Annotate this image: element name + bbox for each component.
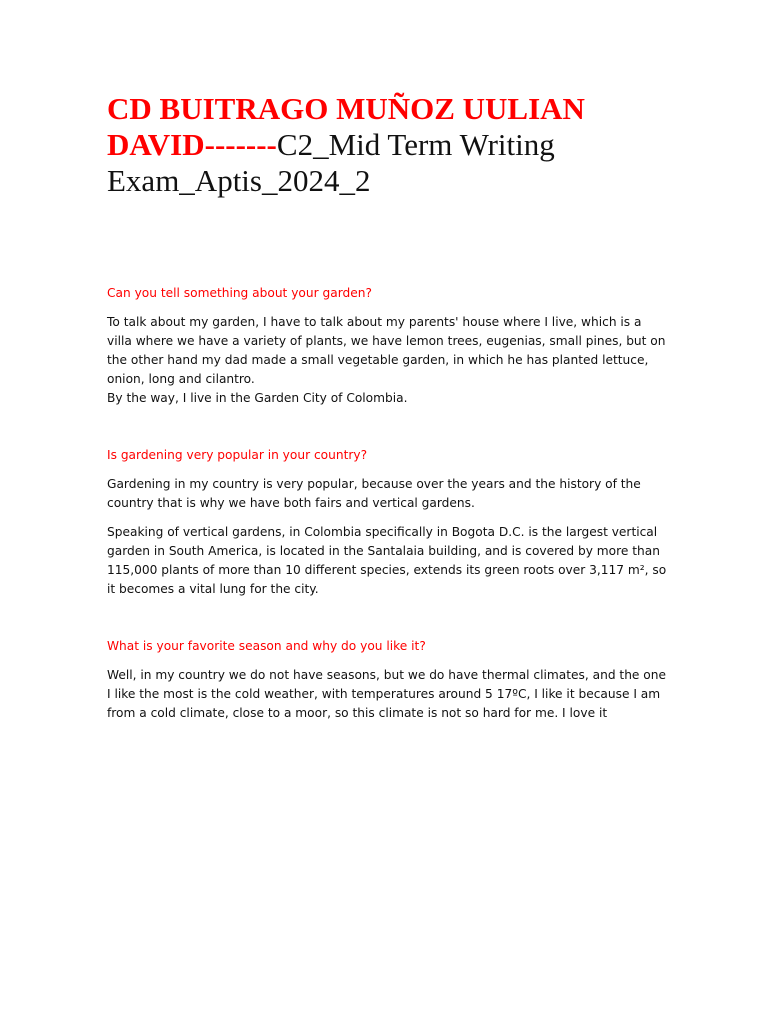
- title-exam: C2_Mid Term Writing Exam_Aptis_2024_2: [107, 127, 555, 198]
- document-title: [107, 91, 667, 199]
- question-favorite-season: What is your favorite season and why do you like it?: [107, 639, 426, 653]
- answer-gardening-paragraph: Gardening in my country is very popular, because over the years and the history of the country that is why we have both fairs and vertical gardens.: [107, 477, 641, 510]
- question-gardening-popularity: Is gardening very popular in your country?: [107, 448, 368, 462]
- document-page: [107, 91, 667, 723]
- title-author: CD BUITRAGO MUÑOZ UULIAN DAVID-------: [107, 91, 585, 162]
- answer-season-paragraph: Well, in my country we do not have seasons, but we do have thermal climates, and the one I like the most is the cold weather, with temperatures around 5 17ºC, I like it because I am from a cold climate, close to a moor, so this climate is not so hard for me. I love it: [107, 668, 666, 720]
- answer-garden-paragraph: To talk about my garden, I have to talk about my parents' house where I live, which is a villa where we have a variety of plants, we have lemon trees, eugenias, small pines, but on the other hand my dad made a small vegetable garden, in which he has planted lettuce, onion, long and cilantro.: [107, 315, 666, 386]
- answer-garden-paragraph: By the way, I live in the Garden City of Colombia.: [107, 391, 408, 405]
- answer-gardening-paragraph: Speaking of vertical gardens, in Colombia specifically in Bogota D.C. is the largest vertical garden in South America, is located in the Santalaia building, and is covered by more than 115,000 plants of more than 10 different species, extends its green roots over 3,117 m², so it becomes a vital lung for the city.: [107, 525, 667, 596]
- question-garden: Can you tell something about your garden?: [107, 286, 372, 300]
